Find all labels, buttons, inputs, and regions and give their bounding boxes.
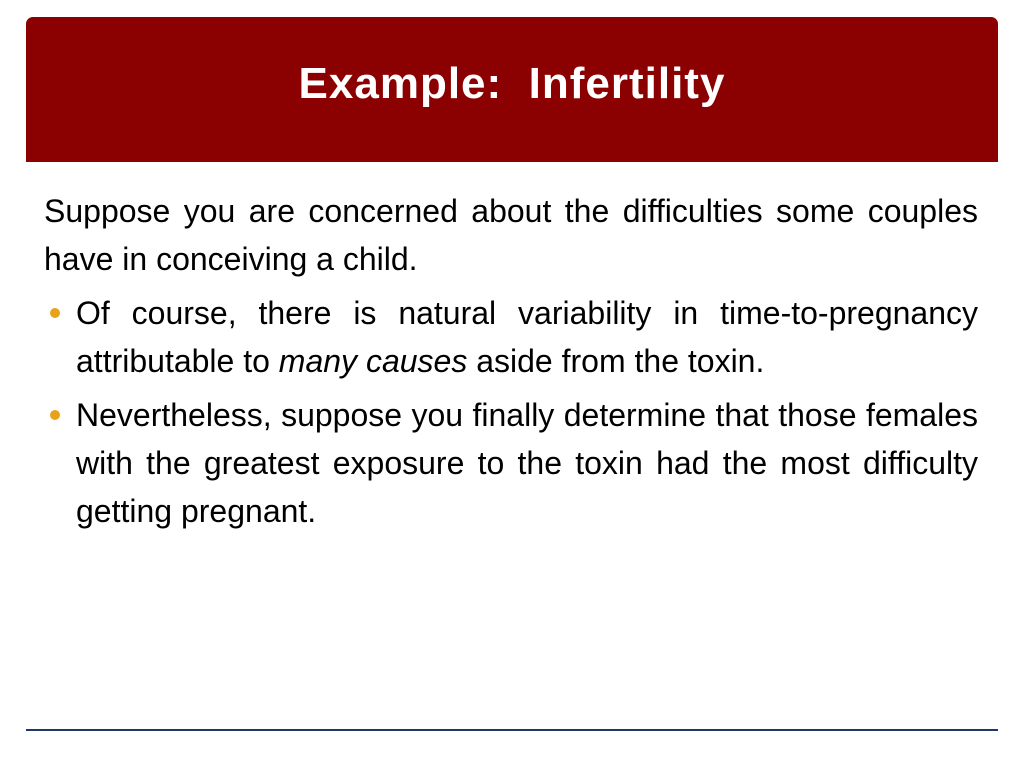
bullet-1-text-before: Of course, there is natural variability in time-to-pregnancy attributable to <box>76 295 978 379</box>
bullet-2-text: Nevertheless, suppose you finally determine that those females with the greatest exposure to the toxin had the most difficulty getting pregnant. <box>76 397 978 529</box>
slide-content <box>44 187 978 541</box>
intro-paragraph: Suppose you are concerned about the difficulties some couples have in conceiving a child. <box>44 193 978 277</box>
bullet-1-emphasis: many causes <box>278 343 468 379</box>
bullet-dot-icon <box>50 410 60 420</box>
bullet-item-2 <box>44 391 978 535</box>
bullet-1-text-after: aside from the toxin. <box>467 343 765 379</box>
title-bar <box>26 17 998 162</box>
bullet-dot-icon <box>50 308 60 318</box>
bullet-item-1 <box>44 289 978 385</box>
bullet-1-text <box>76 295 978 379</box>
slide-title: Example: Infertility <box>298 58 726 108</box>
footer-divider <box>26 729 998 731</box>
